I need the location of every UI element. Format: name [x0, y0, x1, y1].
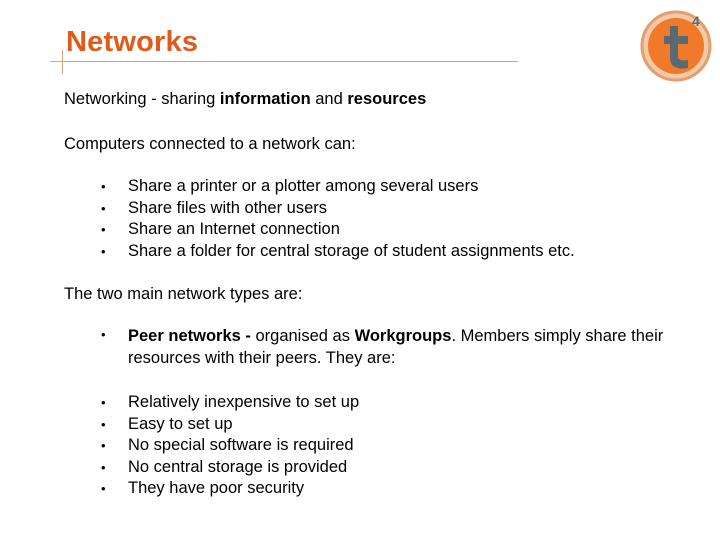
t4-logo — [636, 4, 716, 84]
bullet: • — [101, 438, 106, 454]
list-item: • Share files with other users — [64, 198, 575, 220]
list-item: • Share a printer or a plotter among several users — [64, 176, 575, 198]
capabilities-list — [64, 176, 575, 262]
list-item: • They have poor security — [64, 478, 359, 500]
bullet: • — [101, 179, 106, 194]
capabilities-lead: Computers connected to a network can: — [64, 135, 356, 153]
intro-bold-resources: resources — [347, 90, 427, 108]
title-underline — [50, 61, 518, 62]
list-item: • No special software is required — [64, 435, 359, 457]
bullet: • — [101, 481, 106, 497]
bullet: • — [101, 243, 106, 259]
workgroups-term: Workgroups — [354, 327, 452, 345]
list-item: • Share an Internet connection — [64, 219, 575, 241]
types-lead: The two main network types are: — [64, 285, 303, 303]
logo-superscript: 4 — [692, 13, 700, 29]
bullet: • — [101, 200, 106, 216]
bullet: • — [101, 395, 106, 410]
bullet: • — [101, 416, 106, 432]
peer-networks-text: Peer networks - organised as Workgroups. Members simply share their resources with their peers. They are: — [128, 327, 664, 367]
title-tick — [62, 50, 63, 74]
bullet: • — [101, 459, 106, 475]
intro-prefix: Networking - sharing — [64, 90, 220, 108]
intro-bold-information: information — [219, 90, 311, 108]
bullet: • — [101, 327, 106, 342]
list-item: • Relatively inexpensive to set up — [64, 392, 359, 414]
list-item: • Easy to set up — [64, 414, 359, 436]
bullet: • — [101, 222, 106, 238]
intro-line — [64, 89, 426, 109]
slide-title: Networks — [66, 26, 199, 58]
peer-networks-item — [64, 326, 684, 369]
intro-middle: and — [310, 90, 348, 108]
peer-networks-term: Peer networks — [128, 327, 241, 345]
list-item: • No central storage is provided — [64, 457, 359, 479]
peer-traits-list — [64, 392, 359, 500]
list-item: • Share a folder for central storage of student assignments etc. — [64, 241, 575, 263]
